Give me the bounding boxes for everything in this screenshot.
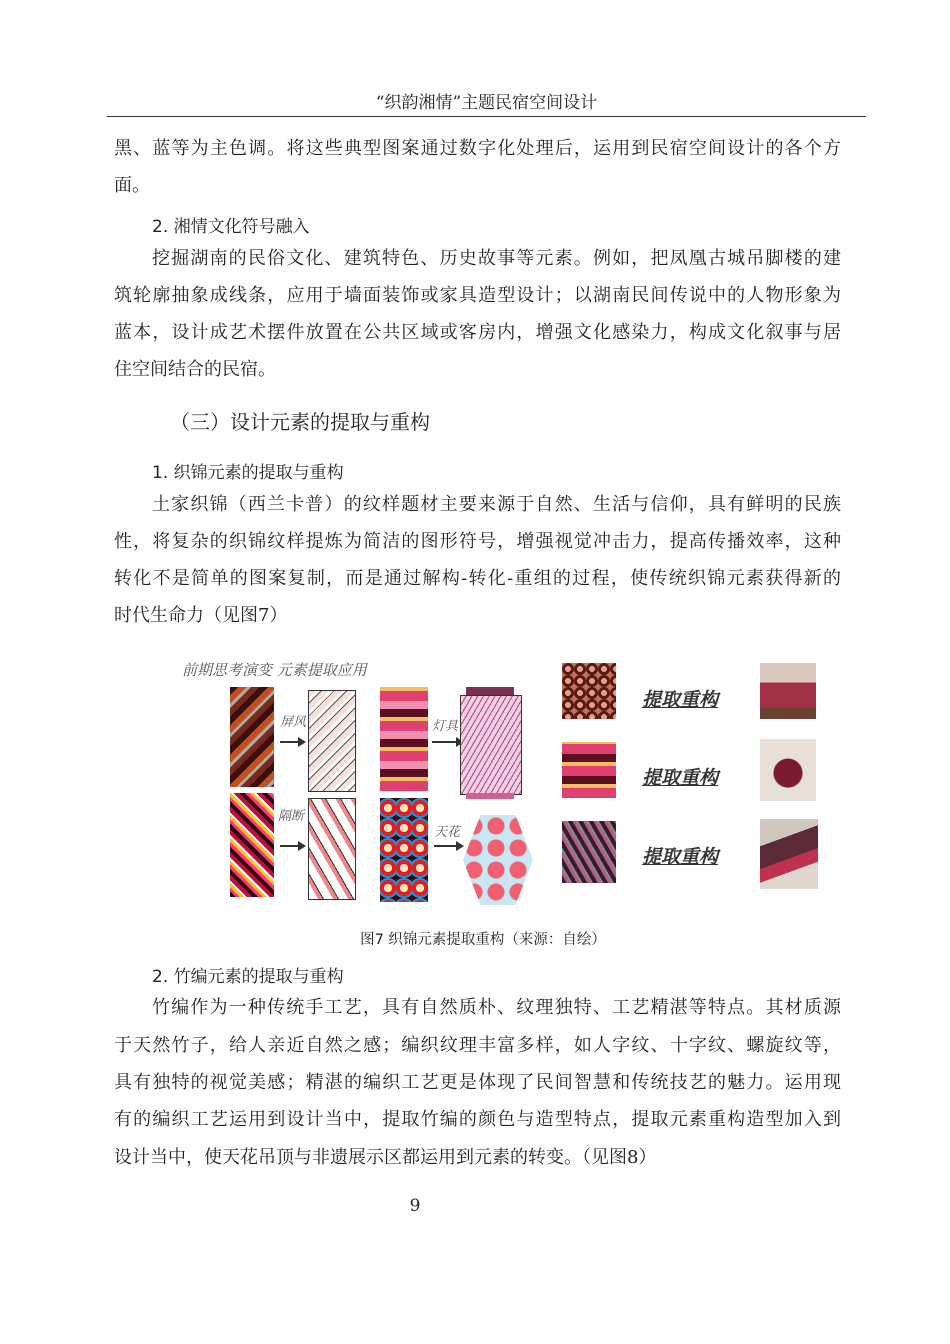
paragraph-line: 于天然竹子，给人亲近自然之感；编织纹理丰富多样，如人字纹、十字纹、螺旋纹等，: [114, 1035, 841, 1056]
subheading: 1. 织锦元素的提取与重构: [152, 463, 344, 483]
brocade-sample-3: [562, 821, 616, 883]
paragraph-line: 有的编织工艺运用到设计当中，提取竹编的颜色与造型特点，提取元素重构造型加入到: [114, 1109, 841, 1130]
section-heading: （三）设计元素的提取与重构: [170, 410, 430, 434]
lamp-sketch: [460, 695, 522, 795]
rebuild-label: 提取重构: [642, 846, 719, 868]
arrow-icon: [280, 741, 304, 743]
brocade-sample-2: [562, 742, 616, 798]
figure-caption: 图7 织锦元素提取重构（来源：自绘）: [360, 932, 606, 948]
brocade-stripe-swatch: [230, 793, 274, 897]
cushion-photo: [760, 819, 818, 889]
brocade-sample-1: [562, 663, 616, 719]
paragraph-line: 转化不是简单的图案复制，而是通过解构-转化-重组的过程，使传统织锦元素获得新的: [114, 568, 841, 589]
brocade-hexagon-swatch: [380, 798, 428, 902]
figure-7: [176, 655, 826, 913]
paragraph-line: 竹编作为一种传统手工艺，具有自然质朴、纹理独特、工艺精湛等特点。其材质源: [152, 997, 841, 1018]
arrow-icon: [432, 741, 462, 743]
lamp-top: [466, 687, 514, 695]
sketch-label-screen: 屏风: [280, 715, 307, 730]
wall-plate-photo: [760, 739, 816, 801]
rebuild-label: 提取重构: [642, 767, 719, 789]
ceiling-sketch: [463, 815, 533, 905]
subheading: 2. 湘情文化符号融入: [152, 217, 310, 237]
paragraph-line: 蓝本，设计成艺术摆件放置在公共区域或客房内，增强文化感染力，构成文化叙事与居: [114, 322, 841, 343]
paragraph-line: 挖掘湖南的民俗文化、建筑特色、历史故事等元素。例如，把凤凰古城吊脚楼的建: [152, 248, 841, 269]
sketch-label-ceiling: 天花: [434, 825, 461, 840]
partition-sketch: [308, 798, 356, 900]
sketch-label-lamp: 灯具: [432, 719, 459, 734]
rebuild-label: 提取重构: [642, 689, 719, 711]
paragraph-line: 住空间结合的民宿。: [114, 359, 276, 380]
arrow-icon: [280, 845, 304, 847]
paragraph-line: 设计当中，使天花吊顶与非遗展示区都运用到元素的转变。（见图8）: [114, 1147, 657, 1168]
paragraph-line: 时代生命力（见图7）: [114, 605, 288, 626]
sketch-label-partition: 隔断: [278, 809, 305, 824]
subheading: 2. 竹编元素的提取与重构: [152, 967, 344, 987]
sketch-title: 前期思考演变 元素提取应用: [182, 661, 367, 679]
paragraph-line: 面。: [114, 175, 150, 196]
brocade-zigzag-swatch: [230, 687, 274, 787]
paragraph-line: 土家织锦（西兰卡普）的纹样题材主要来源于自然、生活与信仰，具有鲜明的民族: [152, 494, 841, 515]
lamp-base: [466, 793, 514, 799]
screen-sketch: [308, 690, 356, 792]
running-header: “织韵湘情”主题民宿空间设计: [107, 92, 866, 117]
paragraph-line: 黑、蓝等为主色调。将这些典型图案通过数字化处理后，运用到民宿空间设计的各个方: [114, 138, 841, 159]
paragraph-line: 筑轮廓抽象成线条，应用于墙面装饰或家具造型设计；以湖南民间传说中的人物形象为: [114, 285, 841, 306]
arrow-icon: [434, 845, 462, 847]
paragraph-line: 具有独特的视觉美感；精湛的编织工艺更是体现了民间智慧和传统技艺的魅力。运用现: [114, 1072, 841, 1093]
paragraph-line: 性，将复杂的织锦纹样提炼为简洁的图形符号，增强视觉冲击力，提高传播效率，这种: [114, 531, 841, 552]
sofa-photo: [760, 663, 816, 719]
brocade-medallion-swatch: [380, 687, 428, 791]
page-number: 9: [409, 1196, 421, 1216]
